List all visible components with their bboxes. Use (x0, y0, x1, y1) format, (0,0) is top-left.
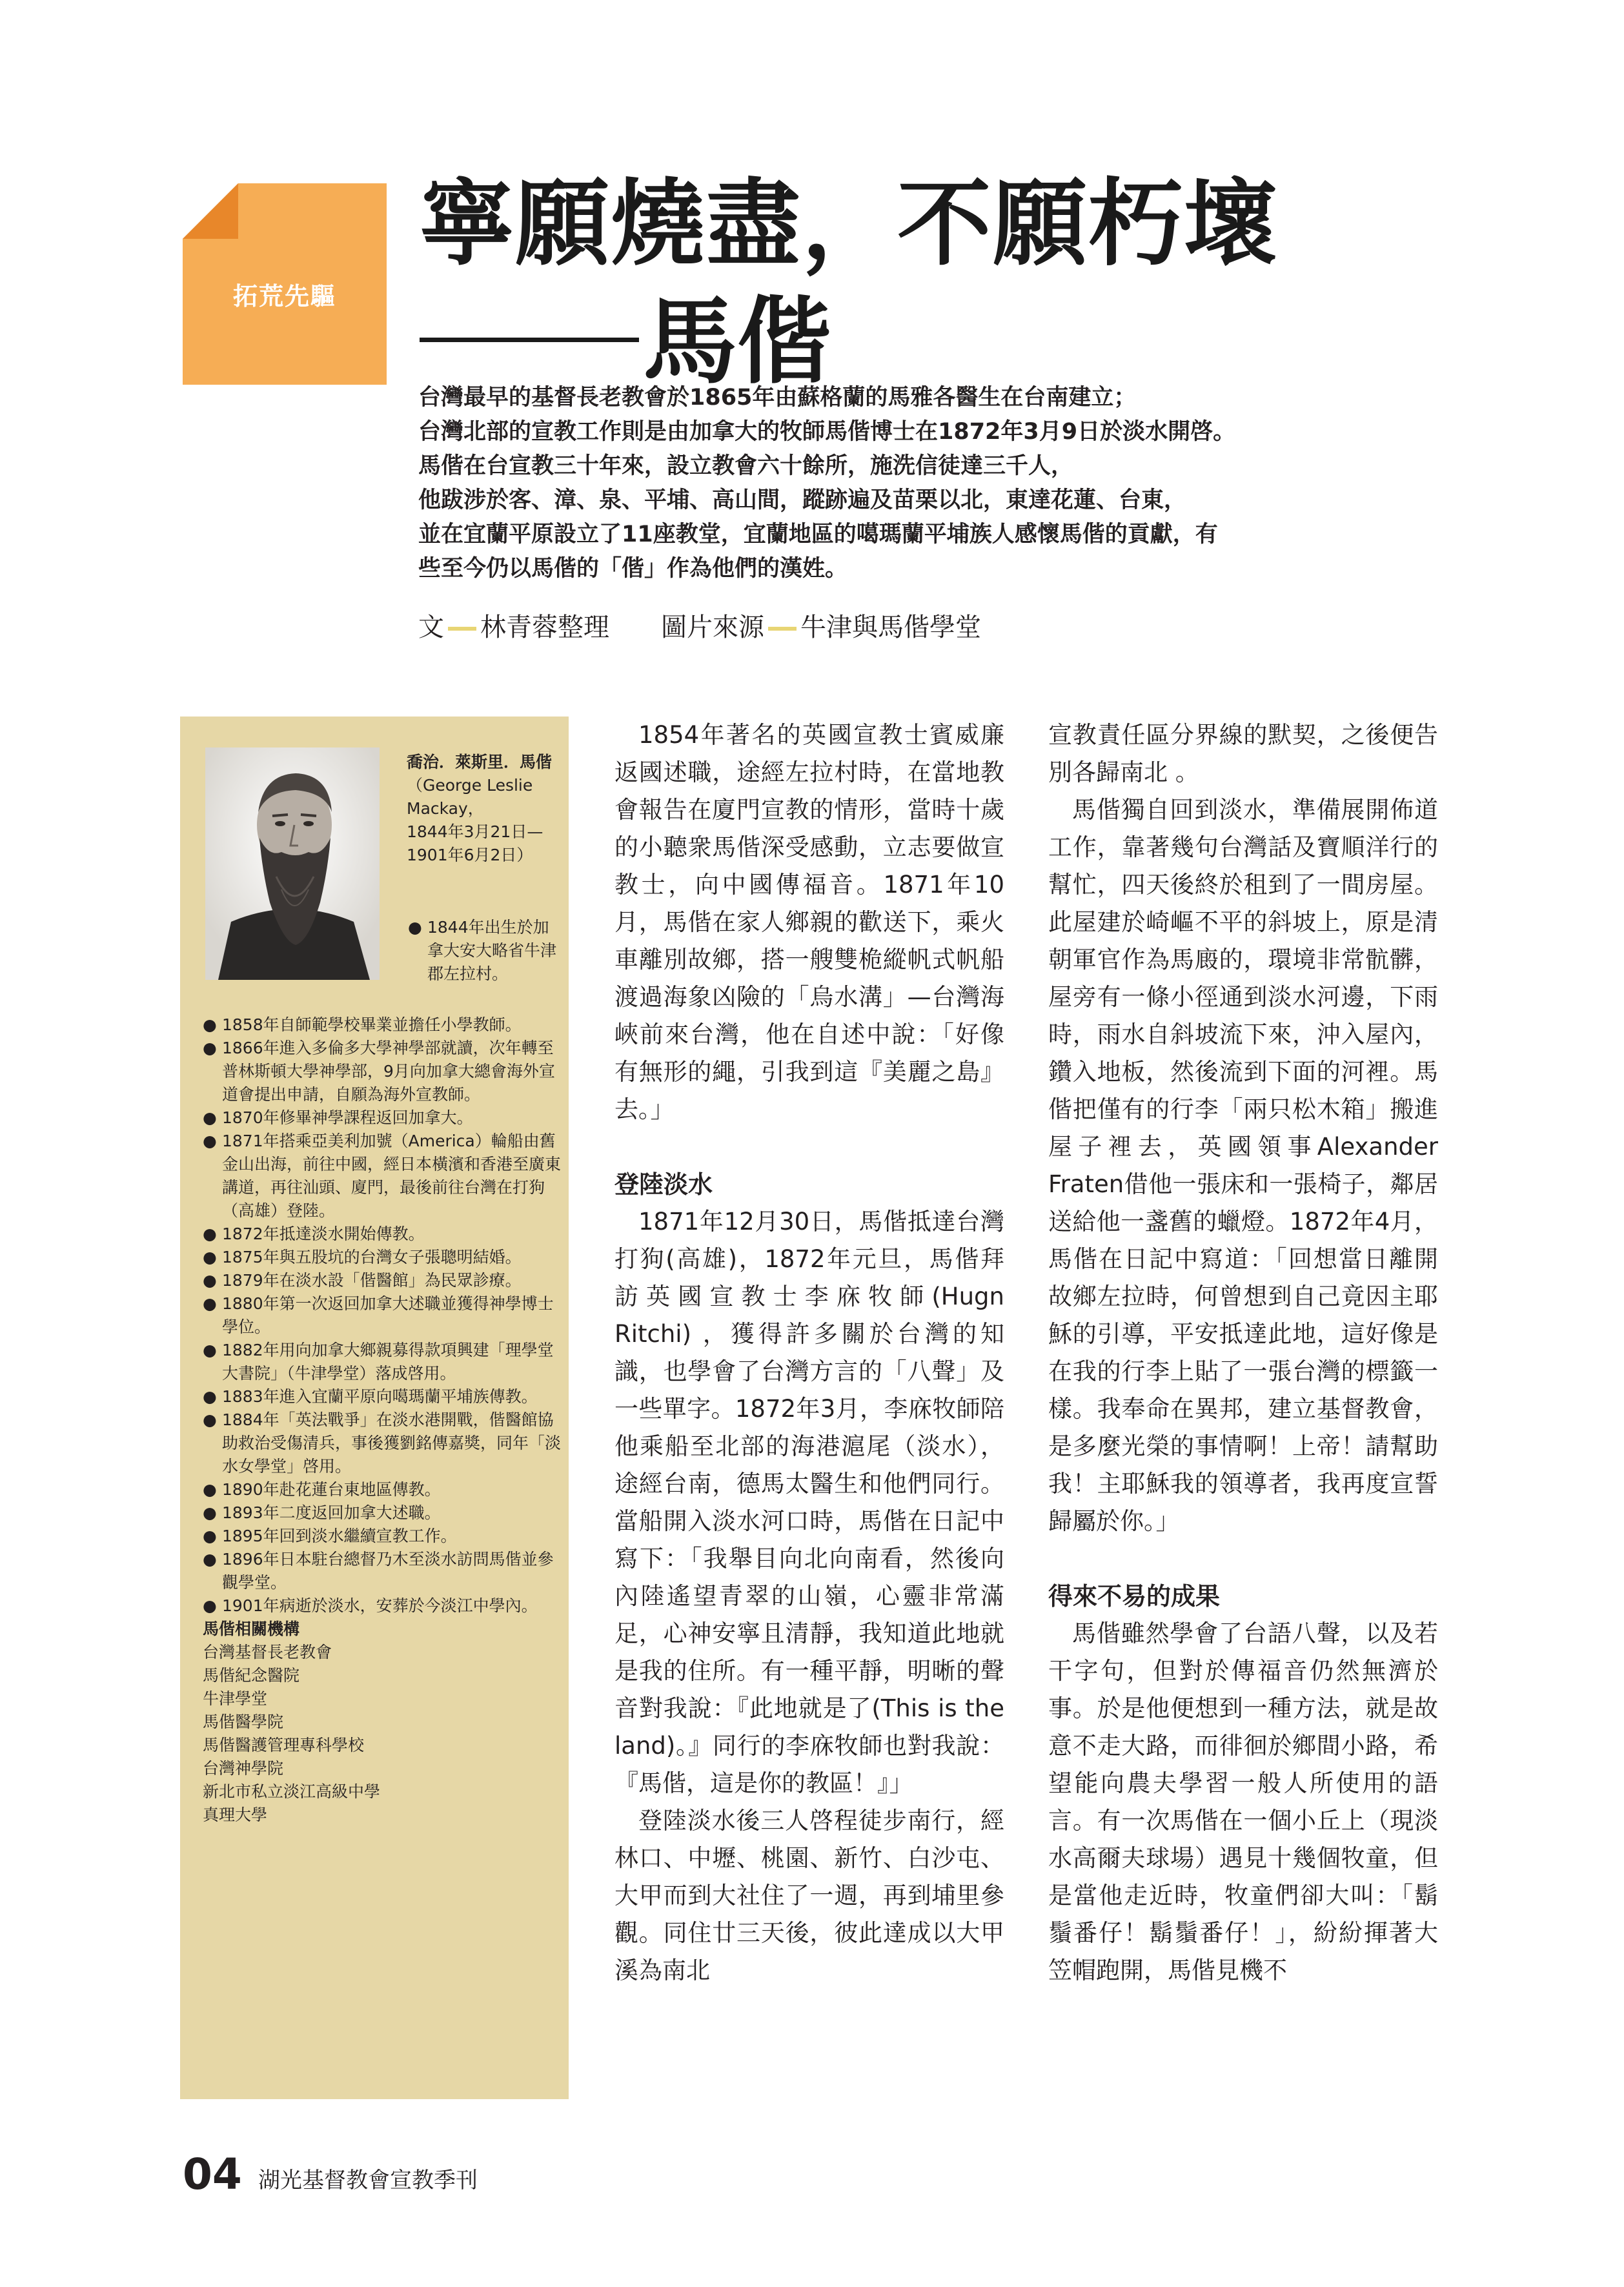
author-name: 林青蓉整理 (480, 613, 609, 642)
section-heading: 得來不易的成果 (1048, 1582, 1221, 1611)
page-number: 04 (183, 2150, 242, 2199)
timeline-item (203, 1548, 564, 1594)
body-paragraph: 宣教責任區分界線的默契，之後便告別各歸南北 。 (1048, 721, 1438, 786)
bullet-icon: ● (203, 1294, 217, 1313)
timeline-item (203, 1130, 564, 1223)
org-item: 台灣神學院 (203, 1759, 284, 1778)
timeline-item (203, 1106, 564, 1130)
author-label: 文 (418, 613, 444, 642)
timeline-item (203, 1292, 564, 1339)
photo-credit-label: 圖片來源 (661, 613, 764, 642)
body-paragraph: 馬偕獨自回到淡水，準備展開佈道工作，靠著幾句台灣話及寶順洋行的幫忙，四天後終於租到了一間房屋。此屋建於崎嶇不平的斜坡上，原是清朝軍官作為馬廄的，環境非常骯髒，屋旁有一條小徑通到淡水河邊，下雨時，雨水自斜坡流下來，沖入屋內，鑽入地板，然後流到下面的河裡。馬偕把僅有的行李「兩只松木箱」搬進屋子裡去，英國領事Alexander Fraten借他一張床和一張椅子，鄰居送給他一盞舊的蠟燈。1872年4月，馬偕在日記中寫道：「回想當日離開故鄉左拉時，何曾想到自己竟因主耶穌的引導，平安抵達此地，這好像是在我的行李上貼了一張台灣的標籤一樣。我奉命在異邦，建立基督教會，是多麼光榮的事情啊！上帝！請幫助我！主耶穌我的領導者，我再度宣誓歸屬於你。」 (1048, 796, 1438, 1535)
mackay-english-name: （George Leslie Mackay， (407, 776, 533, 818)
timeline-item (203, 1013, 564, 1037)
body-paragraph: 1854年著名的英國宣教士賓威廉返國述職，途經左拉村時，在當地教會報告在廈門宣教的情形，當時十歲的小聽衆馬偕深受感動，立志要做宣教士，向中國傳福音。1871年10月，馬偕在家人鄉親的歡送下，乘火車離別故鄉，搭一艘雙桅縱帆式帆船渡過海象凶險的「烏水溝」—台灣海峽前來台灣，他在自述中說：「好像有無形的繩，引我到這『美麗之島』去。」 (614, 721, 1004, 1123)
org-item: 牛津學堂 (203, 1689, 268, 1708)
bullet-icon: ● (203, 1527, 217, 1545)
timeline-item-text: 1893年二度返回加拿大述職。 (222, 1503, 441, 1522)
org-item: 真理大學 (203, 1805, 268, 1824)
org-item: 新北市私立淡江高級中學 (203, 1782, 381, 1801)
org-item: 馬偕醫學院 (203, 1713, 284, 1731)
timeline-item (408, 916, 563, 986)
bullet-icon: ● (203, 1480, 217, 1499)
bullet-icon: ● (203, 1132, 217, 1150)
intro-line: 些至今仍以馬偕的「偕」作為他們的漢姓。 (418, 556, 848, 582)
bullet-icon: ● (203, 1108, 217, 1127)
intro-line: 台灣北部的宣教工作則是由加拿大的牧師馬偕博士在1872年3月9日於淡水開啓。 (418, 419, 1236, 445)
timeline-item-text: 1884年「英法戰爭」在淡水港開戰，偕醫館協助救治受傷清兵，事後獲劉銘傳嘉獎，同年「淡水女學堂」啓用。 (222, 1410, 562, 1476)
bullet-icon: ● (203, 1387, 217, 1406)
intro-line: 他跋涉於客、漳、泉、平埔、高山間，蹤跡遍及苗栗以北，東達花蓮、台東， (418, 487, 1187, 513)
body-paragraph: 登陸淡水後三人啓程徒步南行，經林口、中壢、桃園、新竹、白沙屯、大甲而到大社住了一週，再到埔里參觀。同住廿三天後，彼此達成以大甲溪為南北 (614, 1807, 1004, 1984)
timeline-item-text: 1871年搭乘亞美利加號（America）輪船由舊金山出海，前往中國，經日本橫濱和香港至廣東講道，再往汕頭、廈門，最後前往台灣在打狗（高雄）登陸。 (222, 1132, 562, 1220)
byline-dash (768, 627, 797, 631)
timeline-item-text: 1890年赴花蓮台東地區傳教。 (222, 1480, 441, 1499)
timeline-item (203, 1408, 564, 1478)
timeline-item-text: 1844年出生於加拿大安大略省牛津郡左拉村。 (427, 918, 557, 983)
bullet-icon: ● (203, 1225, 217, 1243)
timeline-item (203, 1339, 564, 1385)
timeline-item (203, 1478, 564, 1501)
bullet-icon: ● (203, 1271, 217, 1290)
timeline-item (203, 1269, 564, 1292)
bullet-icon: ● (203, 1015, 217, 1034)
mackay-dates: 1844年3月21日—1901年6月2日） (407, 822, 543, 864)
timeline-item (203, 1385, 564, 1408)
intro-line: 馬偕在台宣教三十年來，設立教會六十餘所，施洗信徒達三千人， (418, 453, 1074, 479)
body-paragraph: 1871年12月30日，馬偕抵達台灣打狗(高雄)，1872年元旦，馬偕拜訪英國宣教士李庥牧師(Hugn Ritchi) ，獲得許多關於台灣的知識，也學會了台灣方言的「八聲」及一些單字。1872年3月，李庥牧師陪他乘船至北部的海港滬尾（淡水），途經台南，德馬太醫生和他們同行。當船開入淡水河口時，馬偕在日記中寫下：「我舉目向北向南看，然後向內陸遙望青翠的山嶺，心靈非常滿足，心神安寧且清靜，我知道此地就是我的住所。有一種平靜，明晰的聲音對我說：『此地就是了(This is the land)。』同行的李庥牧師也對我說：『馬偕，這是你的教區！』」 (614, 1208, 1004, 1797)
intro-line: 並在宜蘭平原設立了11座教堂，宜蘭地區的噶瑪蘭平埔族人感懷馬偕的貢獻，有 (418, 522, 1218, 547)
body-paragraph: 馬偕雖然學會了台語八聲，以及若干字句，但對於傳福音仍然無濟於事。於是他便想到一種方法，就是故意不走大路，而徘徊於鄉間小路，希望能向農夫學習一般人所使用的語言。有一次馬偕在一個小丘上（現淡水高爾夫球場）遇見十幾個牧童，但是當他走近時，牧童們卻大叫：「鬍鬚番仔！鬍鬚番仔！」，紛紛揮著大笠帽跑開，馬偕見機不 (1048, 1620, 1438, 1984)
bullet-icon: ● (203, 1503, 217, 1522)
bullet-icon: ● (408, 918, 422, 937)
timeline-first-item (408, 916, 563, 986)
intro-line: 台灣最早的基督長老教會於1865年由蘇格蘭的馬雅各醫生在台南建立； (418, 385, 1137, 411)
byline (418, 607, 981, 644)
portrait-image (205, 747, 380, 980)
related-orgs-title: 馬偕相關機構 (203, 1620, 300, 1638)
article-title-subject: 馬偕 (643, 287, 831, 397)
mackay-portrait (205, 747, 380, 980)
article-title-line2 (420, 279, 831, 397)
section-heading: 登陸淡水 (614, 1170, 713, 1199)
timeline-item (203, 1525, 564, 1548)
photo-credit: 牛津與馬偕學堂 (800, 613, 981, 642)
timeline-item-text: 1883年進入宜蘭平原向噶瑪蘭平埔族傳教。 (222, 1387, 538, 1406)
timeline-list (203, 1013, 564, 1827)
intro-paragraph (418, 381, 1374, 586)
org-item: 台灣基督長老教會 (203, 1643, 332, 1662)
org-item: 馬偕紀念醫院 (203, 1666, 300, 1685)
publication-title: 湖光基督教會宣教季刊 (258, 2168, 478, 2193)
timeline-item (203, 1223, 564, 1246)
timeline-item-text: 1882年用向加拿大鄉親募得款項興建「理學堂大書院」（牛津學堂）落成啓用。 (222, 1341, 554, 1383)
bullet-icon: ● (203, 1341, 217, 1359)
title-dash (420, 338, 639, 342)
org-item: 馬偕醫護管理專科學校 (203, 1736, 365, 1754)
byline-dash (448, 627, 476, 631)
timeline-item-text: 1901年病逝於淡水，安葬於今淡江中學內。 (222, 1596, 538, 1615)
body-column-2 (1048, 717, 1438, 1989)
tag-corner-fold (183, 183, 238, 239)
section-tag-label: 拓荒先驅 (232, 282, 336, 310)
timeline-item-text: 1866年進入多倫多大學神學部就讀，次年轉至普林斯頓大學神學部，9月向加拿大總會海外宣道會提出申請，自願為海外宣教師。 (222, 1039, 555, 1104)
timeline-item (203, 1594, 564, 1618)
article-title-line1: 寧願燒盡，不願朽壞 (420, 169, 1279, 279)
bullet-icon: ● (203, 1550, 217, 1569)
bullet-icon: ● (203, 1596, 217, 1615)
body-column-1 (614, 717, 1004, 1989)
timeline-item (203, 1501, 564, 1525)
bullet-icon: ● (203, 1248, 217, 1266)
timeline-item-text: 1879年在淡水設「偕醫館」為民眾診療。 (222, 1271, 522, 1290)
timeline-item-text: 1895年回到淡水繼續宣教工作。 (222, 1527, 457, 1545)
bullet-icon: ● (203, 1410, 217, 1429)
timeline-item-text: 1872年抵達淡水開始傳教。 (222, 1225, 425, 1243)
timeline-item-text: 1858年自師範學校畢業並擔任小學教師。 (222, 1015, 522, 1034)
timeline-item-text: 1880年第一次返回加拿大述職並獲得神學博士學位。 (222, 1294, 554, 1336)
mackay-chinese-name: 喬治．萊斯里．馬偕 (407, 753, 553, 771)
bullet-icon: ● (203, 1039, 217, 1057)
timeline-item-text: 1896年日本駐台總督乃木至淡水訪問馬偕並參觀學堂。 (222, 1550, 554, 1592)
timeline-item-text: 1875年與五股坑的台灣女子張聰明結婚。 (222, 1248, 522, 1266)
timeline-item (203, 1246, 564, 1269)
sidebar-name-block (407, 751, 562, 867)
timeline-item-text: 1870年修畢神學課程返回加拿大。 (222, 1108, 473, 1127)
timeline-item (203, 1037, 564, 1106)
